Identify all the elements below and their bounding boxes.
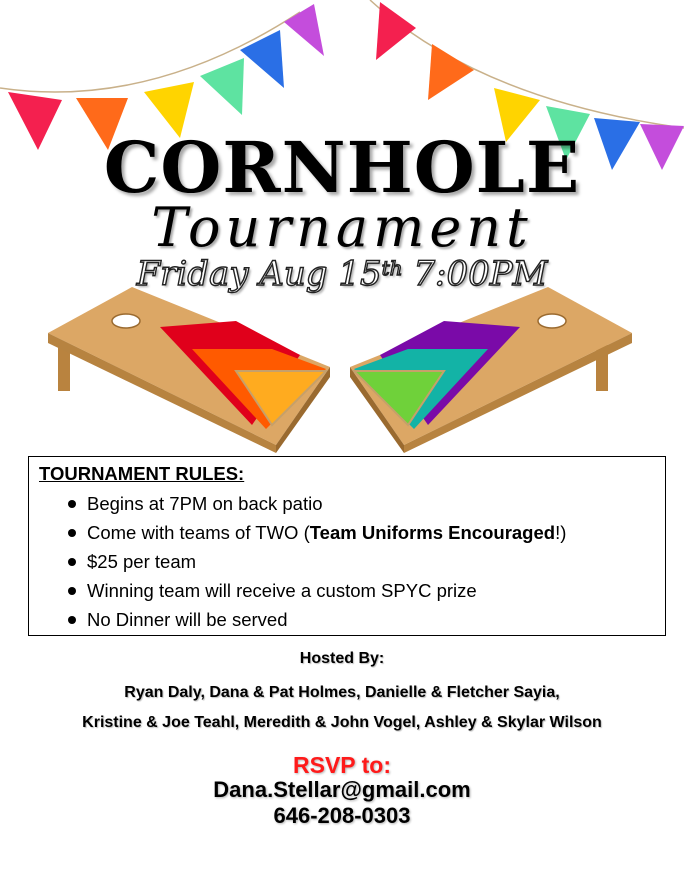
event-title: CORNHOLE: [103, 126, 581, 209]
event-date: [0, 252, 684, 296]
event-subtitle: Tournament: [151, 196, 533, 259]
rule-text: !): [555, 522, 567, 543]
rules-list: [39, 489, 655, 634]
rule-text: Winning team will receive a custom SPYC prize: [87, 580, 477, 601]
tournament-rules-box: [28, 456, 666, 636]
rule-item: [87, 547, 655, 576]
rule-item: [87, 605, 655, 634]
rsvp-label: RSVP to:: [293, 752, 391, 778]
rule-text: $25 per team: [87, 551, 197, 572]
right-cornhole-board: [350, 287, 632, 453]
rule-text: Come with teams of TWO (: [87, 522, 310, 543]
hosted-by-label: Hosted By:: [299, 650, 385, 667]
pennant-flag: [200, 58, 244, 115]
rule-text: Begins at 7PM on back patio: [87, 493, 323, 514]
rule-item: [87, 576, 655, 605]
rsvp-phone[interactable]: 646-208-0303: [273, 803, 411, 828]
left-cornhole-board: [48, 287, 330, 453]
event-time: 7:00PM: [413, 254, 548, 294]
event-day: Friday Aug 15: [136, 254, 382, 294]
pennant-flag: [240, 30, 284, 88]
hosts-line-1: Ryan Daly, Dana & Pat Holmes, Danielle & Fletcher Sayia,: [124, 684, 560, 701]
pennant-flag: [376, 2, 416, 60]
rule-text: No Dinner will be served: [87, 609, 288, 630]
pennant-flag: [428, 44, 474, 100]
rsvp-email[interactable]: Dana.Stellar@gmail.com: [213, 777, 471, 802]
rules-heading: TOURNAMENT RULES:: [39, 463, 245, 484]
rule-emphasis: Team Uniforms Encouraged: [309, 522, 556, 543]
rule-item: [87, 518, 655, 547]
hosts-line-2: Kristine & Joe Teahl, Meredith & John Vogel, Ashley & Skylar Wilson: [82, 714, 602, 731]
pennant-flag: [284, 4, 324, 56]
rule-item: [87, 489, 655, 518]
cornhole-boards-illustration: [40, 285, 640, 460]
date-suffix: th: [381, 256, 403, 280]
